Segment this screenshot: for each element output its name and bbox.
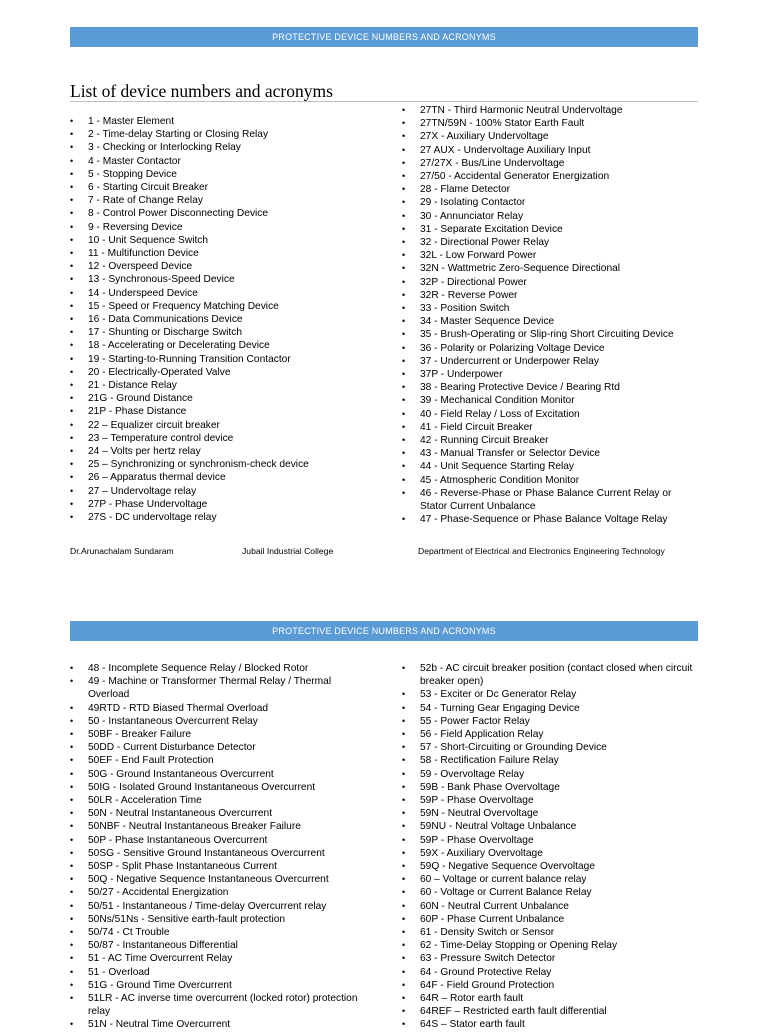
list-item: • 13 - Synchronous-Speed Device — [70, 273, 390, 286]
list-item: • 32L - Low Forward Power — [402, 249, 698, 262]
list-item: • 36 - Polarity or Polarizing Voltage Device — [402, 342, 698, 355]
list-item: • 59N - Neutral Overvoltage — [402, 807, 698, 820]
list-item: • 17 - Shunting or Discharge Switch — [70, 326, 390, 339]
list-item: • 49RTD - RTD Biased Thermal Overload — [70, 702, 366, 715]
list-item: • 32N - Wattmetric Zero-Sequence Directional — [402, 262, 698, 275]
list-item: • 26 – Apparatus thermal device — [70, 471, 390, 484]
list-item: • 64R – Rotor earth fault — [402, 992, 698, 1005]
footer-college: Jubail Industrial College — [242, 546, 334, 556]
list-item: • 16 - Data Communications Device — [70, 313, 390, 326]
list-item: • 64S – Stator earth fault — [402, 1018, 698, 1031]
list-item: • 11 - Multifunction Device — [70, 247, 390, 260]
list-item: • 28 - Flame Detector — [402, 183, 698, 196]
page2-left-list — [70, 662, 366, 1032]
list-item: • 21G - Ground Distance — [70, 392, 390, 405]
list-item: • 59P - Phase Overvoltage — [402, 794, 698, 807]
list-item: • 50EF - End Fault Protection — [70, 754, 366, 767]
list-item: • 50IG - Isolated Ground Instantaneous Overcurrent — [70, 781, 366, 794]
list-item: • 2 - Time-delay Starting or Closing Relay — [70, 128, 390, 141]
list-item: • 21 - Distance Relay — [70, 379, 390, 392]
list-item: • 27P - Phase Undervoltage — [70, 498, 390, 511]
list-item: • 27TN/59N - 100% Stator Earth Fault — [402, 117, 698, 130]
list-item: • 31 - Separate Excitation Device — [402, 223, 698, 236]
list-item: • 50/87 - Instantaneous Differential — [70, 939, 366, 952]
list-item: • 59B - Bank Phase Overvoltage — [402, 781, 698, 794]
list-item: • 50/27 - Accidental Energization — [70, 886, 366, 899]
list-item: • 50N - Neutral Instantaneous Overcurrent — [70, 807, 366, 820]
list-item: • 64 - Ground Protective Relay — [402, 966, 698, 979]
list-item: • 22 – Equalizer circuit breaker — [70, 419, 390, 432]
list-item: • 35 - Brush-Operating or Slip-ring Short Circuiting Device — [402, 328, 698, 341]
list-item: • 50NBF - Neutral Instantaneous Breaker Failure — [70, 820, 366, 833]
list-item: • 15 - Speed or Frequency Matching Device — [70, 300, 390, 313]
list-item: • 61 - Density Switch or Sensor — [402, 926, 698, 939]
list-item: • 27X - Auxiliary Undervoltage — [402, 130, 698, 143]
list-item: • 33 - Position Switch — [402, 302, 698, 315]
list-item: • 50 - Instantaneous Overcurrent Relay — [70, 715, 366, 728]
list-item: • 59 - Overvoltage Relay — [402, 768, 698, 781]
page2-banner: PROTECTIVE DEVICE NUMBERS AND ACRONYMS — [70, 621, 698, 641]
list-item: • 47 - Phase-Sequence or Phase Balance Voltage Relay — [402, 513, 698, 526]
list-item: • 50SG - Sensitive Ground Instantaneous Overcurrent — [70, 847, 366, 860]
list-item: • 32R - Reverse Power — [402, 289, 698, 302]
list-item: • 39 - Mechanical Condition Monitor — [402, 394, 698, 407]
list-item: • 14 - Underspeed Device — [70, 287, 390, 300]
list-item: • 6 - Starting Circuit Breaker — [70, 181, 390, 194]
list-item: • 1 - Master Element — [70, 115, 390, 128]
list-item: • 27 AUX - Undervoltage Auxiliary Input — [402, 144, 698, 157]
list-item: • 38 - Bearing Protective Device / Bearing Rtd — [402, 381, 698, 394]
list-item: • 59X - Auxiliary Overvoltage — [402, 847, 698, 860]
list-item: • 51LR - AC inverse time overcurrent (locked rotor) protection relay — [70, 992, 366, 1018]
list-item: • 48 - Incomplete Sequence Relay / Blocked Rotor — [70, 662, 366, 675]
list-item: • 27/50 - Accidental Generator Energization — [402, 170, 698, 183]
list-item: • 51 - Overload — [70, 966, 366, 979]
list-item: • 50/74 - Ct Trouble — [70, 926, 366, 939]
list-item: • 55 - Power Factor Relay — [402, 715, 698, 728]
page1-right-list — [402, 104, 698, 527]
list-item: • 54 - Turning Gear Engaging Device — [402, 702, 698, 715]
list-item: • 24 – Volts per hertz relay — [70, 445, 390, 458]
list-item: • 56 - Field Application Relay — [402, 728, 698, 741]
list-item: • 45 - Atmospheric Condition Monitor — [402, 474, 698, 487]
list-item: • 60P - Phase Current Unbalance — [402, 913, 698, 926]
list-item: • 53 - Exciter or Dc Generator Relay — [402, 688, 698, 701]
list-item: • 62 - Time-Delay Stopping or Opening Relay — [402, 939, 698, 952]
list-item: • 40 - Field Relay / Loss of Excitation — [402, 408, 698, 421]
list-item: • 30 - Annunciator Relay — [402, 210, 698, 223]
list-item: • 50SP - Split Phase Instantaneous Current — [70, 860, 366, 873]
footer-author: Dr.Arunachalam Sundaram — [70, 546, 174, 556]
list-item: • 46 - Reverse-Phase or Phase Balance Current Relay or Stator Current Unbalance — [402, 487, 698, 513]
list-item: • 59P - Phase Overvoltage — [402, 834, 698, 847]
list-item: • 25 – Synchronizing or synchronism-check device — [70, 458, 390, 471]
list-item: • 32P - Directional Power — [402, 276, 698, 289]
list-item: • 34 - Master Sequence Device — [402, 315, 698, 328]
list-item: • 27TN - Third Harmonic Neutral Undervoltage — [402, 104, 698, 117]
list-item: • 49 - Machine or Transformer Thermal Relay / Thermal Overload — [70, 675, 366, 701]
list-item: • 63 - Pressure Switch Detector — [402, 952, 698, 965]
list-item: • 19 - Starting-to-Running Transition Contactor — [70, 353, 390, 366]
list-item: • 37 - Undercurrent or Underpower Relay — [402, 355, 698, 368]
list-item: • 27 – Undervoltage relay — [70, 485, 390, 498]
list-item: • 21P - Phase Distance — [70, 405, 390, 418]
list-item: • 50Q - Negative Sequence Instantaneous Overcurrent — [70, 873, 366, 886]
footer-department: Department of Electrical and Electronics Engineering Technology — [418, 546, 665, 556]
list-item: • 44 - Unit Sequence Starting Relay — [402, 460, 698, 473]
list-item: • 8 - Control Power Disconnecting Device — [70, 207, 390, 220]
page-title: List of device numbers and acronyms — [70, 81, 333, 101]
list-item: • 18 - Accelerating or Decelerating Device — [70, 339, 390, 352]
list-item: • 27/27X - Bus/Line Undervoltage — [402, 157, 698, 170]
list-item: • 3 - Checking or Interlocking Relay — [70, 141, 390, 154]
list-item: • 50BF - Breaker Failure — [70, 728, 366, 741]
list-item: • 50LR - Acceleration Time — [70, 794, 366, 807]
list-item: • 43 - Manual Transfer or Selector Device — [402, 447, 698, 460]
list-item: • 50/51 - Instantaneous / Time-delay Overcurrent relay — [70, 900, 366, 913]
list-item: • 50P - Phase Instantaneous Overcurrent — [70, 834, 366, 847]
list-item: • 9 - Reversing Device — [70, 221, 390, 234]
list-item: • 64REF – Restricted earth fault differential — [402, 1005, 698, 1018]
list-item: • 12 - Overspeed Device — [70, 260, 390, 273]
list-item: • 29 - Isolating Contactor — [402, 196, 698, 209]
list-item: • 60 – Voltage or current balance relay — [402, 873, 698, 886]
list-item: • 51G - Ground Time Overcurrent — [70, 979, 366, 992]
heading-divider — [70, 101, 698, 102]
list-item: • 59Q - Negative Sequence Overvoltage — [402, 860, 698, 873]
page1-banner: PROTECTIVE DEVICE NUMBERS AND ACRONYMS — [70, 27, 698, 47]
list-item: • 42 - Running Circuit Breaker — [402, 434, 698, 447]
list-item: • 7 - Rate of Change Relay — [70, 194, 390, 207]
list-item: • 64F - Field Ground Protection — [402, 979, 698, 992]
list-item: • 51 - AC Time Overcurrent Relay — [70, 952, 366, 965]
list-item: • 60N - Neutral Current Unbalance — [402, 900, 698, 913]
list-item: • 37P - Underpower — [402, 368, 698, 381]
list-item: • 10 - Unit Sequence Switch — [70, 234, 390, 247]
list-item: • 27S - DC undervoltage relay — [70, 511, 390, 524]
list-item: • 50DD - Current Disturbance Detector — [70, 741, 366, 754]
list-item: • 59NU - Neutral Voltage Unbalance — [402, 820, 698, 833]
page1-left-list — [70, 115, 390, 524]
list-item: • 57 - Short-Circuiting or Grounding Device — [402, 741, 698, 754]
list-item: • 52b - AC circuit breaker position (contact closed when circuit breaker open) — [402, 662, 698, 688]
list-item: • 32 - Directional Power Relay — [402, 236, 698, 249]
list-item: • 4 - Master Contactor — [70, 155, 390, 168]
list-item: • 50G - Ground Instantaneous Overcurrent — [70, 768, 366, 781]
page2-right-list — [402, 662, 698, 1032]
list-item: • 41 - Field Circuit Breaker — [402, 421, 698, 434]
list-item: • 51N - Neutral Time Overcurrent — [70, 1018, 366, 1031]
list-item: • 20 - Electrically-Operated Valve — [70, 366, 390, 379]
list-item: • 58 - Rectification Failure Relay — [402, 754, 698, 767]
list-item: • 60 - Voltage or Current Balance Relay — [402, 886, 698, 899]
list-item: • 23 – Temperature control device — [70, 432, 390, 445]
list-item: • 50Ns/51Ns - Sensitive earth-fault protection — [70, 913, 366, 926]
list-item: • 5 - Stopping Device — [70, 168, 390, 181]
